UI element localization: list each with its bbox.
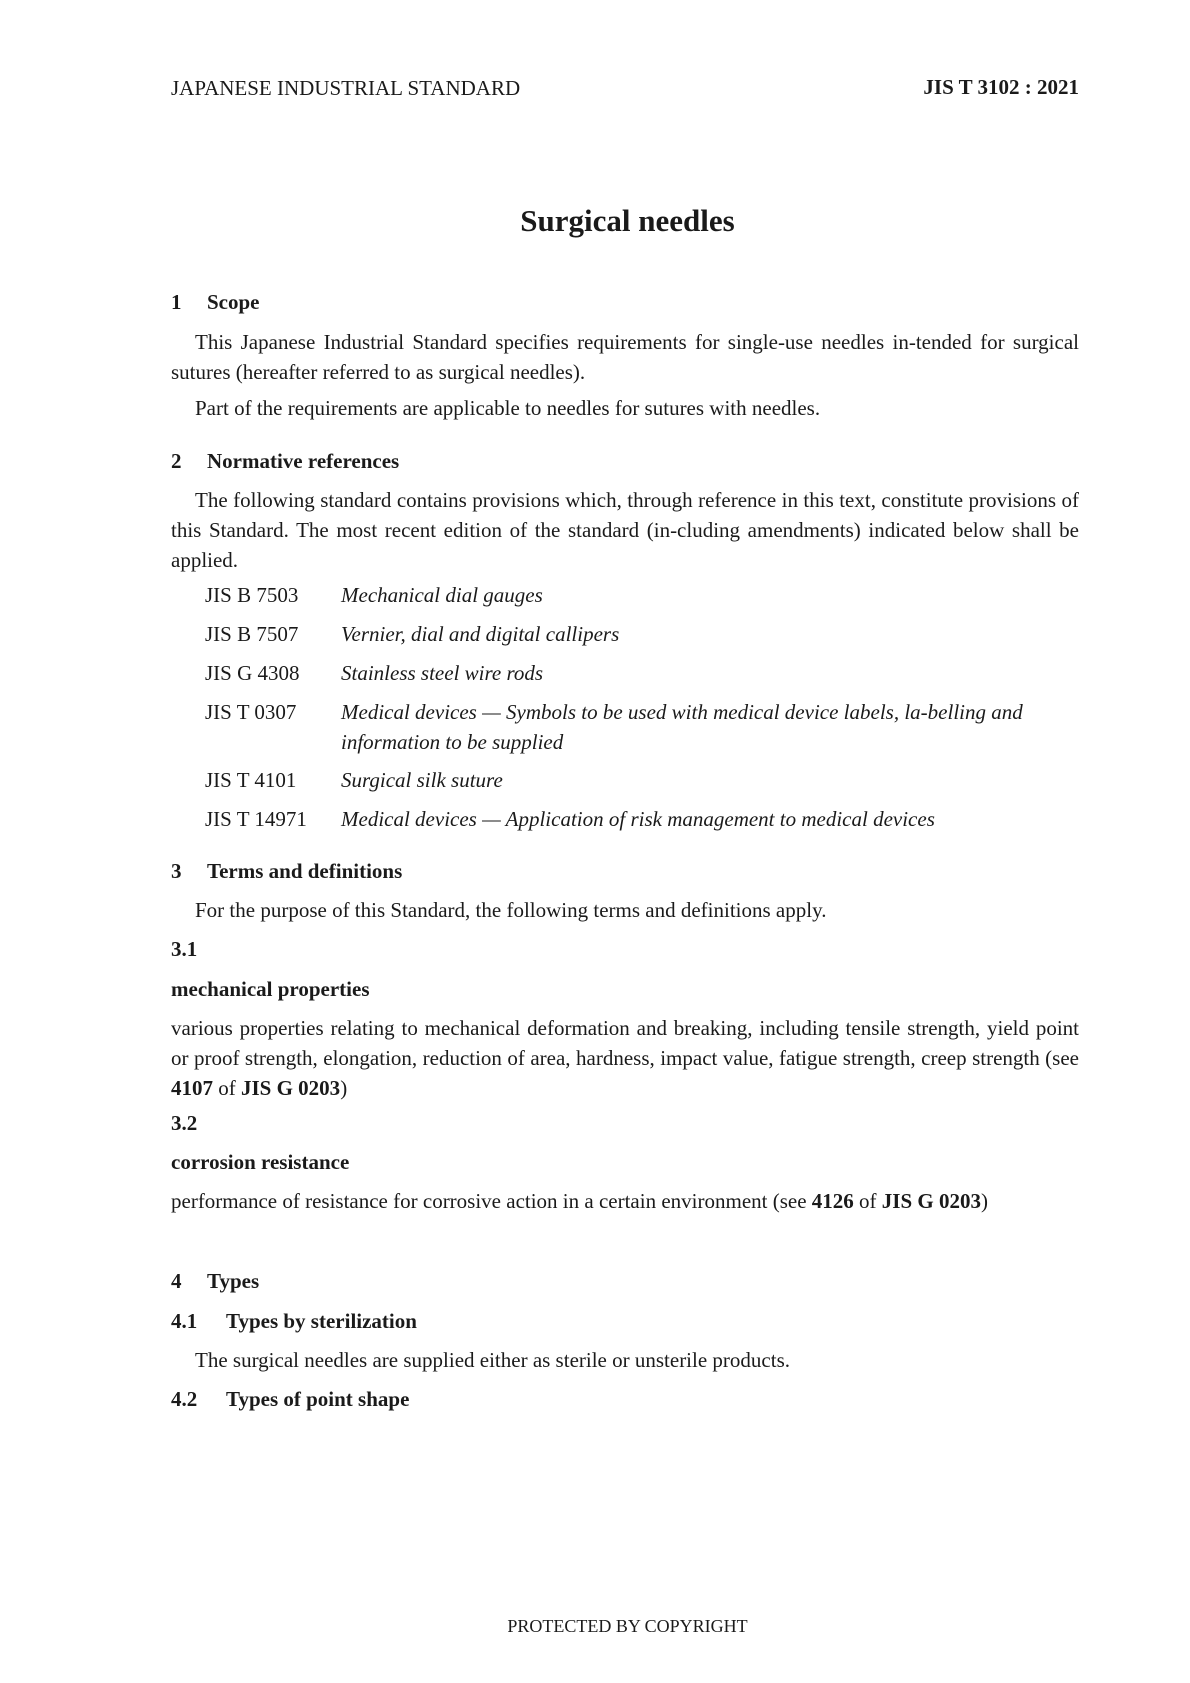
standard-reference: JIS G 0203	[881, 1189, 981, 1213]
reference-item	[205, 619, 1085, 649]
term-number: 3.1	[171, 937, 198, 961]
reference-code: JIS T 0307	[205, 700, 297, 724]
section-number: 1	[171, 290, 182, 314]
section-title: Normative references	[207, 449, 400, 473]
reference-title: Vernier, dial and digital callipers	[341, 622, 620, 646]
reference-item	[205, 580, 1085, 610]
term-definition	[171, 1186, 1079, 1216]
term-definition	[171, 1013, 1079, 1103]
reference-code: JIS B 7503	[205, 583, 299, 607]
subsection-4-1-heading	[171, 1306, 1079, 1336]
copyright-footer: PROTECTED BY COPYRIGHT	[507, 1616, 748, 1636]
sterilization-paragraph: The surgical needles are supplied either as sterile or unsterile products.	[195, 1348, 790, 1372]
subsection-4-2-heading	[171, 1384, 1079, 1414]
reference-code: JIS G 4308	[205, 661, 300, 685]
reference-code: JIS B 7507	[205, 622, 299, 646]
definition-text: of	[213, 1076, 241, 1100]
subsection-title: Types of point shape	[226, 1387, 410, 1411]
section-2-heading	[171, 446, 1079, 476]
reference-item	[205, 804, 1085, 834]
reference-item	[205, 765, 1085, 795]
section-3-heading	[171, 856, 1079, 886]
definition-text: )	[340, 1076, 348, 1100]
scope-paragraph-2: Part of the requirements are applicable to needles for sutures with needles.	[195, 396, 821, 420]
section-title: Terms and definitions	[207, 859, 403, 883]
reference-item	[205, 658, 1085, 688]
section-number: 2	[171, 449, 182, 473]
scope-paragraph-1: This Japanese Industrial Standard specifies requirements for single-use needles in-tended for surgical sutures (hereafter referred to as surgical needles).	[171, 330, 1079, 384]
definition-text: )	[980, 1189, 988, 1213]
section-1-heading	[171, 287, 1079, 317]
term-number: 3.2	[171, 1111, 198, 1135]
standard-reference: JIS G 0203	[241, 1076, 341, 1100]
terms-intro-paragraph: For the purpose of this Standard, the following terms and definitions apply.	[195, 898, 827, 922]
section-number: 4	[171, 1269, 182, 1293]
section-title: Scope	[207, 290, 260, 314]
document-title: Surgical needles	[520, 203, 735, 238]
section-number: 3	[171, 859, 182, 883]
subsection-title: Types by sterilization	[226, 1309, 417, 1333]
normative-references-paragraph: The following standard contains provisions which, through reference in this text, constitute provisions of this Standard. The most recent edition of the standard (in-cluding amendments) indicated below shall be applied.	[171, 488, 1079, 572]
definition-text: performance of resistance for corrosive action in a certain environment (see	[171, 1189, 812, 1213]
reference-code: JIS T 4101	[205, 768, 297, 792]
term-name: corrosion resistance	[171, 1150, 350, 1174]
term-name: mechanical properties	[171, 977, 370, 1001]
section-4-heading	[171, 1266, 1079, 1296]
reference-item	[205, 697, 1085, 757]
reference-title: Surgical silk suture	[341, 768, 503, 792]
definition-text: various properties relating to mechanical deformation and breaking, including tensile strength, yield point or proof strength, elongation, reduction of area, hardness, impact value, fatigue strength, creep strength (see	[171, 1016, 1079, 1070]
subsection-number: 4.1	[171, 1309, 198, 1333]
reference-title: Medical devices — Symbols to be used with medical device labels, la-belling and information to be supplied	[341, 700, 1023, 754]
clause-reference: 4107	[171, 1076, 213, 1100]
reference-title: Stainless steel wire rods	[341, 661, 544, 685]
definition-text: of	[853, 1189, 882, 1213]
running-header-left: JAPANESE INDUSTRIAL STANDARD	[171, 76, 521, 100]
reference-code: JIS T 14971	[205, 807, 307, 831]
subsection-number: 4.2	[171, 1387, 198, 1411]
section-title: Types	[207, 1269, 260, 1293]
reference-title: Medical devices — Application of risk management to medical devices	[341, 807, 935, 831]
standard-number: JIS T 3102 : 2021	[923, 75, 1079, 99]
clause-reference: 4126	[811, 1189, 854, 1213]
reference-title: Mechanical dial gauges	[341, 583, 543, 607]
